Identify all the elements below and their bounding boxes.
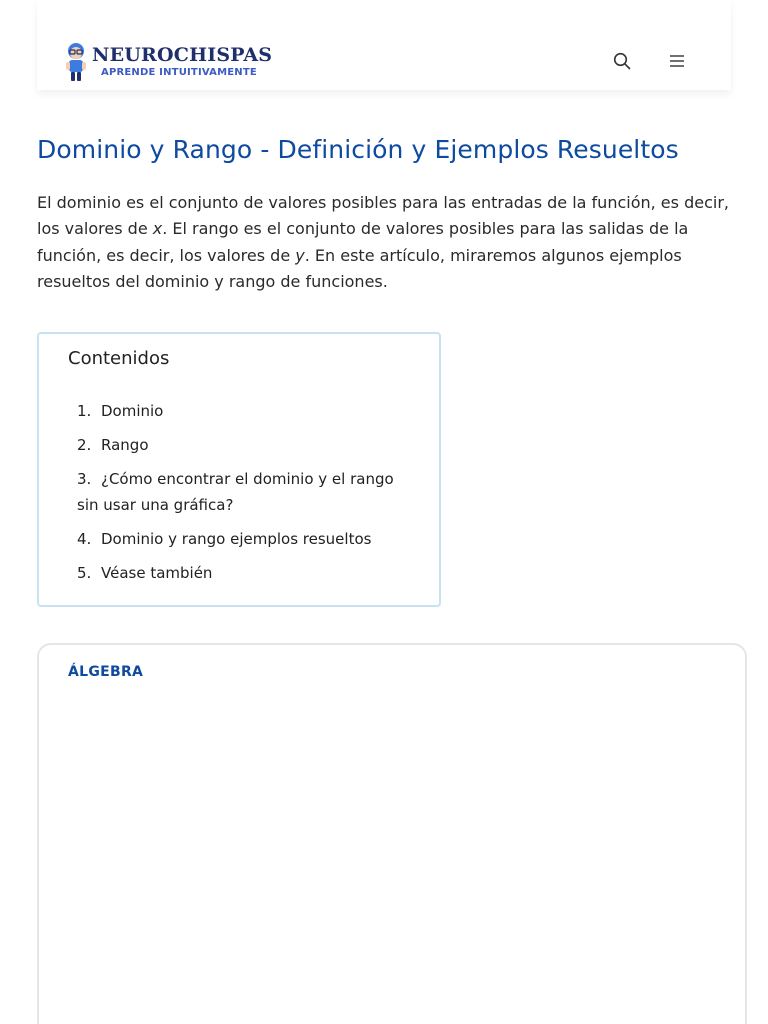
toc-item-number: 1. xyxy=(77,402,92,420)
hamburger-menu-icon xyxy=(669,54,685,68)
search-icon xyxy=(613,52,631,70)
brand-name: NEUROCHISPAS xyxy=(92,44,273,66)
search-button[interactable] xyxy=(609,48,635,74)
intro-paragraph xyxy=(37,190,731,295)
toc-item-label: Dominio xyxy=(101,402,164,420)
toc-item-number: 3. xyxy=(77,470,92,488)
mascot-logo-icon xyxy=(64,42,88,82)
intro-var-y: y xyxy=(295,245,305,265)
intro-var-x: x xyxy=(152,219,163,239)
toc-list xyxy=(77,398,407,594)
site-logo-link[interactable] xyxy=(64,42,272,82)
category-link[interactable]: ÁLGEBRA xyxy=(68,664,144,680)
toc-title: Contenidos xyxy=(68,348,170,369)
toc-item-label: ¿Cómo encontrar el dominio y el rango sin usar una gráfica? xyxy=(77,470,394,514)
intro-text-2: . El rango es el conjunto de valores posibles para las salidas de la función, es decir, los valores de xyxy=(37,219,689,265)
toc-item-vease-tambien[interactable] xyxy=(77,560,407,586)
site-header xyxy=(37,0,731,90)
intro-text-1: El dominio es el conjunto de valores posibles para las entradas de la función, es decir, los valores de xyxy=(37,193,729,239)
menu-button[interactable] xyxy=(664,48,690,74)
toc-item-label: Véase también xyxy=(101,564,213,582)
intro-text-3: . En este artículo, miraremos algunos ejemplos resueltos del dominio y rango de funciones. xyxy=(37,245,682,291)
logo-text xyxy=(92,46,272,78)
toc-item-rango[interactable] xyxy=(77,432,407,458)
toc-item-number: 5. xyxy=(77,564,92,582)
toc-item-ejemplos[interactable] xyxy=(77,526,407,552)
toc-item-label: Dominio y rango ejemplos resueltos xyxy=(101,530,372,548)
toc-item-number: 4. xyxy=(77,530,92,548)
toc-item-label: Rango xyxy=(101,436,149,454)
page-title: Dominio y Rango - Definición y Ejemplos Resueltos xyxy=(37,135,679,164)
brand-tagline: APRENDE INTUITIVAMENTE xyxy=(101,67,257,78)
toc-item-number: 2. xyxy=(77,436,92,454)
toc-item-como-encontrar[interactable] xyxy=(77,466,407,518)
category-card xyxy=(37,643,747,1024)
table-of-contents xyxy=(37,332,441,607)
toc-item-dominio[interactable] xyxy=(77,398,407,424)
